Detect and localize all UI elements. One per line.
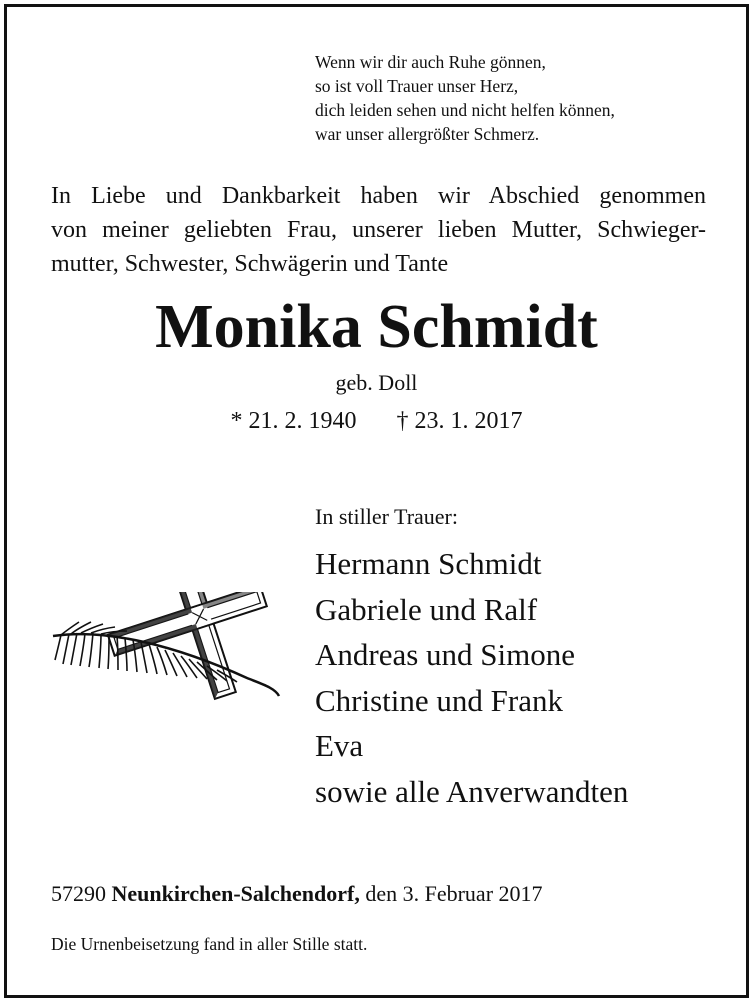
- mourner-name: sowie alle Anverwandten: [315, 773, 629, 809]
- intro-text: [51, 179, 706, 281]
- mourner-name: Gabriele und Ralf: [315, 591, 538, 627]
- mourner-name: Christine und Frank: [315, 682, 563, 718]
- poem-line: so ist voll Trauer unser Herz,: [315, 76, 519, 96]
- notice-date: den 3. Februar 2017: [365, 881, 543, 906]
- mourner-name: Eva: [315, 728, 364, 763]
- death-date: † 23. 1. 2017: [396, 408, 523, 434]
- burial-note: Die Urnenbeisetzung fand in aller Stille statt.: [51, 934, 368, 954]
- poem-line: war unser allergrößter Schmerz.: [315, 124, 540, 144]
- poem-line: dich leiden sehen und nicht helfen können,: [315, 100, 615, 120]
- postal-code: 57290: [51, 881, 106, 906]
- intro-line: In Liebe und Dankbarkeit haben wir Abschied genommen: [51, 183, 706, 209]
- obituary-notice: [4, 4, 749, 998]
- intro-line: mutter, Schwester, Schwägerin und Tante: [51, 251, 449, 277]
- mourners-list: [315, 541, 628, 814]
- mourning-label: In stiller Trauer:: [315, 504, 458, 529]
- cross-with-palm-branch-icon: [47, 592, 287, 702]
- maiden-name: geb. Doll: [335, 370, 418, 395]
- birth-date: * 21. 2. 1940: [230, 408, 357, 434]
- place-and-date: [51, 879, 543, 909]
- poem: [315, 50, 615, 146]
- life-dates: [7, 405, 746, 437]
- mourner-name: Hermann Schmidt: [315, 546, 542, 581]
- deceased-name: Monika Schmidt: [155, 293, 598, 361]
- town-name: Neunkirchen-Salchendorf,: [111, 881, 360, 906]
- mourner-name: Andreas und Simone: [315, 637, 576, 672]
- poem-line: Wenn wir dir auch Ruhe gönnen,: [315, 52, 546, 72]
- intro-line: von meiner geliebten Frau, unserer lieben Mutter, Schwieger-: [51, 217, 706, 243]
